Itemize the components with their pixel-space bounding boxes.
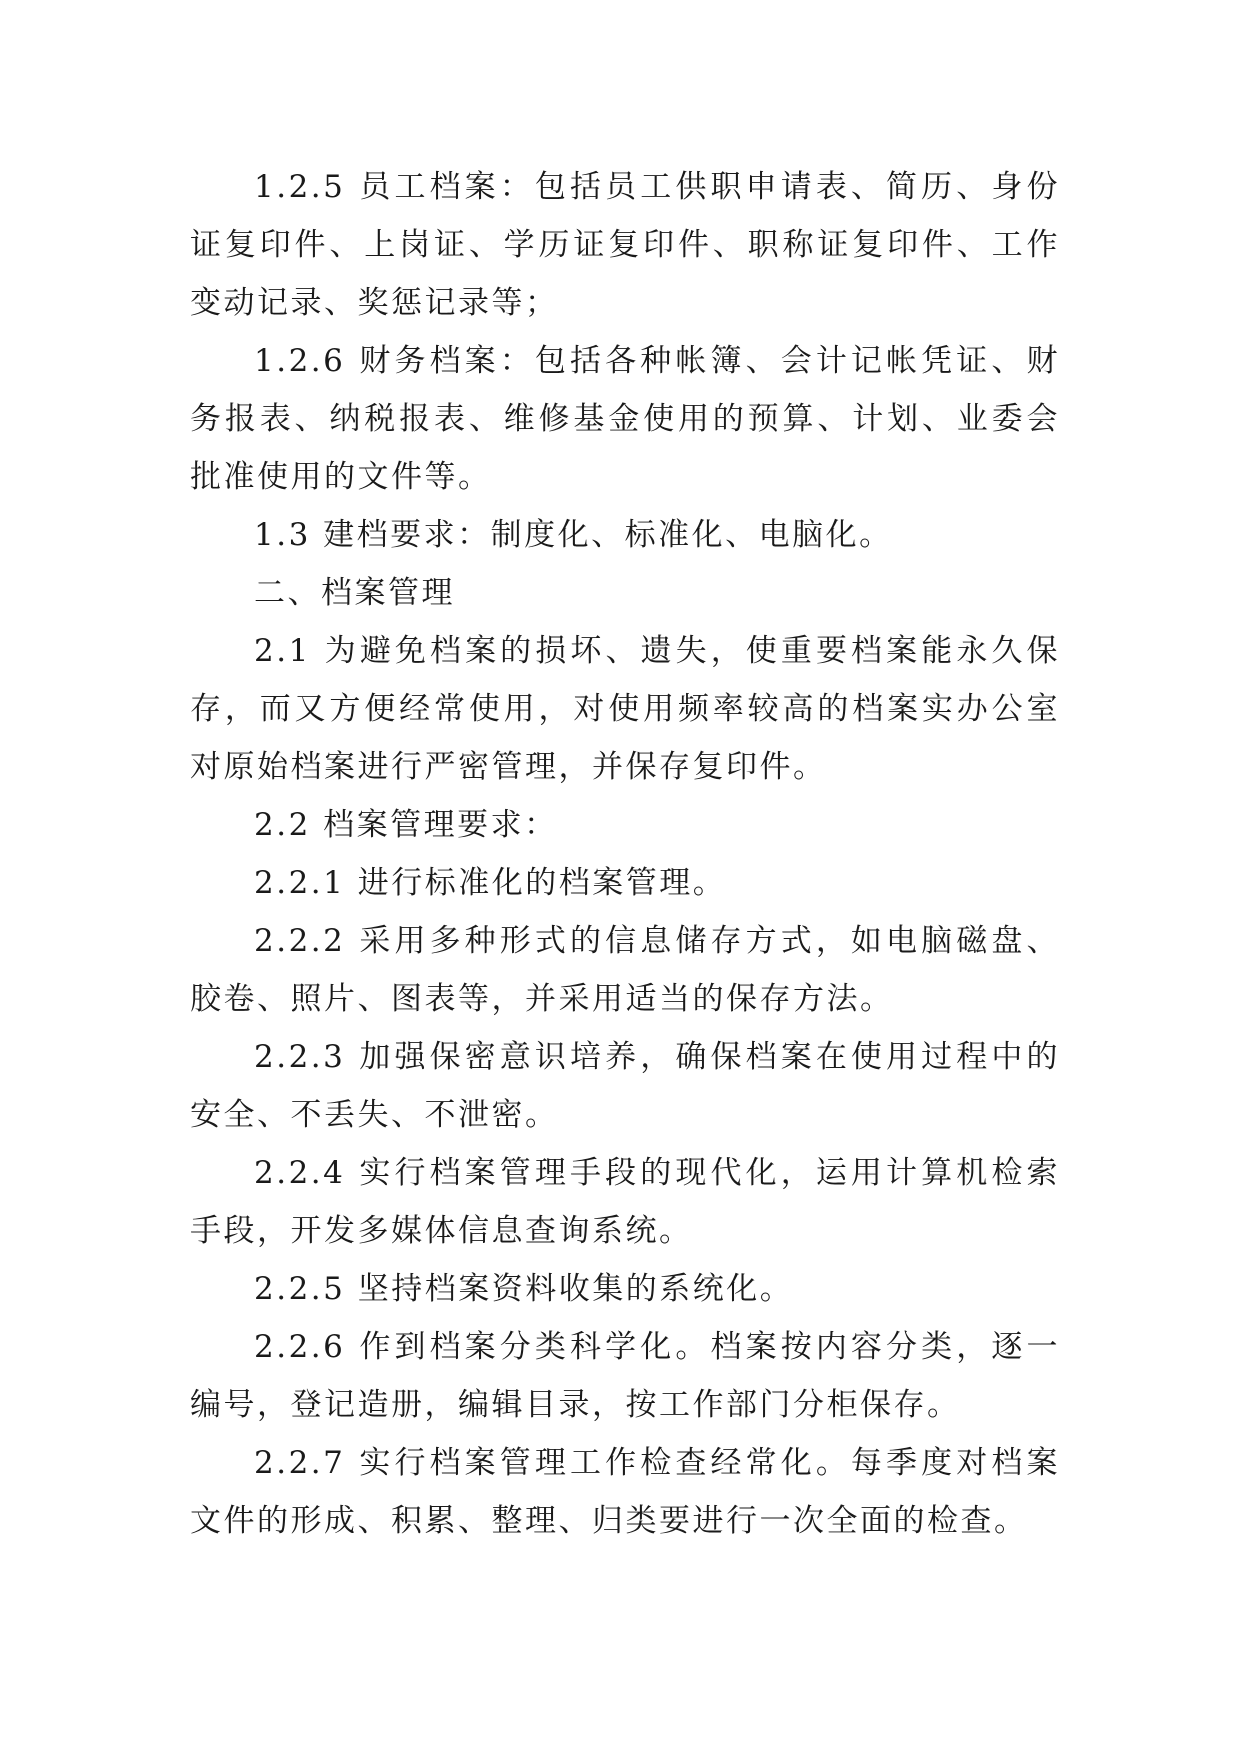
document-body xyxy=(190,158,1060,1550)
section-heading-archive-management: 二、档案管理 xyxy=(254,575,455,611)
paragraph-1-2-6-financial-archives: 1.2.6 财务档案：包括各种帐簿、会计记帐凭证、财务报表、纳税报表、维修基金使用的预算、计划、业委会批准使用的文件等。 xyxy=(190,343,1060,495)
paragraph-2-1: 2.1 为避免档案的损坏、遗失，使重要档案能永久保存，而又方便经常使用，对使用频率较高的档案实办公室对原始档案进行严密管理，并保存复印件。 xyxy=(190,633,1060,785)
paragraph-2-2-management-requirements: 2.2 档案管理要求： xyxy=(254,807,558,843)
paragraph-2-2-2: 2.2.2 采用多种形式的信息储存方式，如电脑磁盘、胶卷、照片、图表等，并采用适当的保存方法。 xyxy=(190,923,1060,1017)
paragraph-2-2-6: 2.2.6 作到档案分类科学化。档案按内容分类，逐一编号，登记造册，编辑目录，按工作部门分柜保存。 xyxy=(190,1329,1060,1423)
paragraph-2-2-5: 2.2.5 坚持档案资料收集的系统化。 xyxy=(254,1271,794,1307)
paragraph-1-2-5-staff-archives: 1.2.5 员工档案：包括员工供职申请表、简历、身份证复印件、上岗证、学历证复印件、职称证复印件、工作变动记录、奖惩记录等； xyxy=(190,169,1060,321)
paragraph-2-2-3: 2.2.3 加强保密意识培养，确保档案在使用过程中的安全、不丢失、不泄密。 xyxy=(190,1039,1060,1133)
paragraph-2-2-4: 2.2.4 实行档案管理手段的现代化，运用计算机检索手段，开发多媒体信息查询系统。 xyxy=(190,1155,1060,1249)
paragraph-2-2-1: 2.2.1 进行标准化的档案管理。 xyxy=(254,865,727,901)
paragraph-2-2-7: 2.2.7 实行档案管理工作检查经常化。每季度对档案文件的形成、积累、整理、归类要进行一次全面的检查。 xyxy=(190,1445,1060,1539)
paragraph-1-3-archiving-requirements: 1.3 建档要求：制度化、标准化、电脑化。 xyxy=(254,517,893,553)
